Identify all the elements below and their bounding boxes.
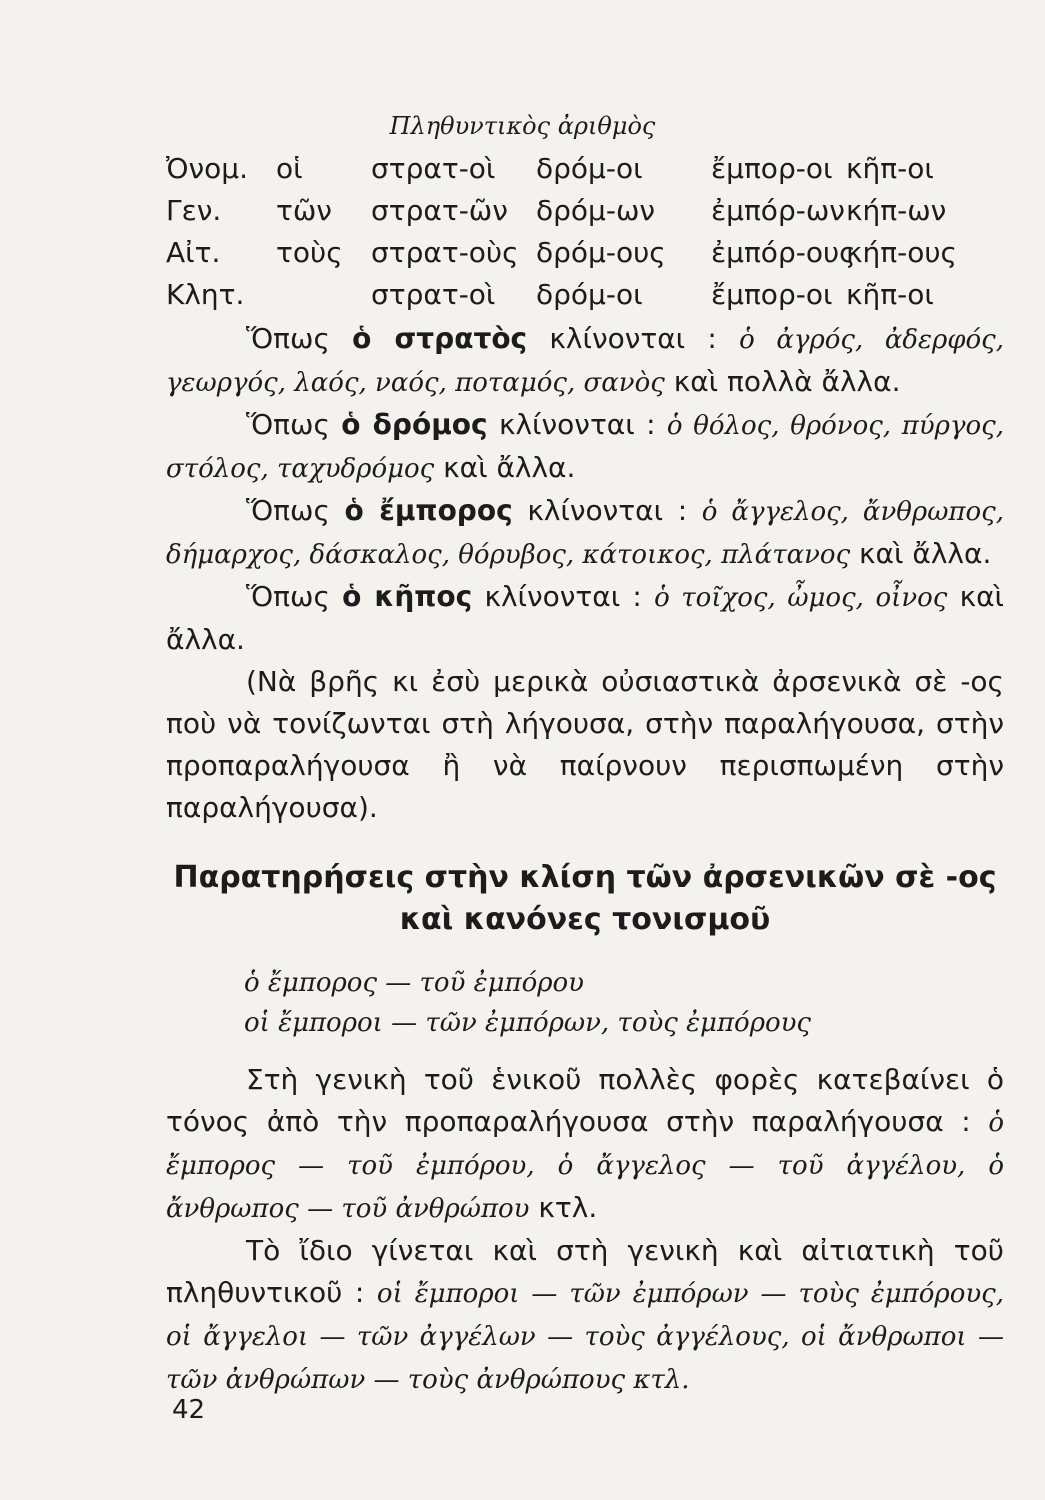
- form-emporos: ἐμπόρ-ων: [711, 194, 845, 227]
- form-kipos: κῆπ-οι: [846, 278, 934, 311]
- case-label: Ὀνομ.: [166, 152, 249, 185]
- paragraph-kipos: Ὅπως ὁ κῆπος κλίνονται : ὁ τοῖχος, ὦμος, οἶνος καὶ ἄλλα.: [166, 580, 1005, 656]
- paragraph-stratos: Ὅπως ὁ στρατὸς κλίνονται : ὁ ἀγρός, ἀδερφός, γεωργός, λαός, ναός, ποταμός, σανὸς καὶ πολλὰ ἄλλα.: [166, 322, 1004, 398]
- paragraph-genitive-plural: Τὸ ἴδιο γίνεται καὶ στὴ γενικὴ καὶ αἰτιατικὴ τοῦ πληθυντικοῦ : οἱ ἔμποροι — τῶν ἐμπόρων — τοὺς ἐμπόρους, οἱ ἄγγελοι — τῶν ἀγγέλων — τοὺς ἀγγέλους, οἱ ἄνθρωποι — τῶν ἀνθρώπων — τοὺς ἀνθρώπους κτλ.: [166, 1234, 1004, 1395]
- page-number: 42: [172, 1395, 206, 1425]
- accent-examples: [166, 963, 1004, 1043]
- section-heading: Παρατηρήσεις στὴν κλίση τῶν ἀρσενικῶν σὲ -ος καὶ κανόνες τονισμοῦ: [173, 860, 997, 937]
- example-words: ὁ τοῖχος, ὦμος, οἶνος: [654, 583, 948, 613]
- case-label: Γεν.: [166, 194, 222, 227]
- keyword: ὁ κῆπος: [342, 580, 473, 613]
- article: οἱ: [276, 152, 303, 185]
- example-line: οἱ ἔμποροι — τῶν ἐμπόρων, τοὺς ἐμπόρους: [244, 1008, 811, 1038]
- page-body: [166, 318, 1004, 1401]
- form-stratos: στρατ-οὶ: [371, 152, 496, 185]
- keyword: ὁ στρατὸς: [352, 322, 528, 355]
- form-emporos: ἐμπόρ-ους: [711, 236, 856, 269]
- example-words: ὁ θόλος, θρόνος, πύργος, στόλος, ταχυδρόμος: [166, 411, 1004, 484]
- form-stratos: στρατ-οὶ: [371, 278, 496, 311]
- form-kipos: κῆπ-οι: [846, 152, 934, 185]
- paragraph-emporos: Ὅπως ὁ ἔμπορος κλίνονται : ὁ ἄγγελος, ἄνθρωπος, δήμαρχος, δάσκαλος, θόρυβος, κάτοικος, πλάτανος καὶ ἄλλα.: [166, 494, 1004, 570]
- form-dromos: δρόμ-οι: [536, 152, 643, 185]
- form-kipos: κήπ-ους: [846, 236, 957, 269]
- example-words: ὁ ἄγγελος, ἄνθρωπος, δήμαρχος, δάσκαλος, θόρυβος, κάτοικος, πλάτανος: [166, 497, 1004, 570]
- keyword: ὁ ἔμπορος: [344, 494, 513, 527]
- example-words: ὁ ἔμπορος — τοῦ ἐμπόρου, ὁ ἄγγελος — τοῦ ἀγγέλου, ὁ ἄνθρωπος — τοῦ ἀνθρώπου: [166, 1108, 1004, 1224]
- form-emporos: ἔμπορ-οι: [711, 152, 833, 185]
- keyword: ὁ δρόμος: [341, 408, 488, 441]
- form-dromos: δρόμ-οι: [536, 278, 643, 311]
- form-dromos: δρόμ-ους: [536, 236, 666, 269]
- example-line: ὁ ἔμπορος — τοῦ ἐμπόρου: [244, 968, 584, 998]
- form-emporos: ἔμπορ-οι: [711, 278, 833, 311]
- example-words: οἱ ἔμποροι — τῶν ἐμπόρων — τοὺς ἐμπόρους, οἱ ἄγγελοι — τῶν ἀγγέλων — τοὺς ἀγγέλους, οἱ ἄνθρωποι — τῶν ἀνθρώπων — τοὺς ἀνθρώπους κτλ.: [166, 1279, 1004, 1395]
- form-dromos: δρόμ-ων: [536, 194, 656, 227]
- paragraph-dromos: Ὅπως ὁ δρόμος κλίνονται : ὁ θόλος, θρόνος, πύργος, στόλος, ταχυδρόμος καὶ ἄλλα.: [166, 408, 1004, 484]
- paragraph-exercise: (Νὰ βρῆς κι ἐσὺ μερικὰ οὐσιαστικὰ ἀρσενικὰ σὲ -ος ποὺ νὰ τονίζωνται στὴ λήγουσα, στὴν παραλήγουσα, στὴν προπαραλήγουσα ἢ νὰ παίρνουν περισπωμένη στὴν παραλήγουσα).: [166, 665, 1004, 824]
- case-label: Αἰτ.: [166, 236, 221, 269]
- article: τῶν: [276, 194, 332, 227]
- running-head: Πληθυντικὸς ἀριθμὸς: [389, 112, 656, 140]
- form-kipos: κήπ-ων: [846, 194, 947, 227]
- form-stratos: στρατ-οὺς: [371, 236, 519, 269]
- article: τοὺς: [276, 236, 343, 269]
- case-label: Κλητ.: [166, 278, 245, 311]
- form-stratos: στρατ-ῶν: [371, 194, 508, 227]
- paragraph-genitive-singular: Στὴ γενικὴ τοῦ ἑνικοῦ πολλὲς φορὲς κατεβαίνει ὁ τόνος ἀπὸ τὴν προπαραλήγουσα στὴν παραλήγουσα : ὁ ἔμπορος — τοῦ ἐμπόρου, ὁ ἄγγελος — τοῦ ἀγγέλου, ὁ ἄνθρωπος — τοῦ ἀνθρώπου κτλ.: [166, 1063, 1004, 1224]
- example-words: ὁ ἀγρός, ἀδερφός, γεωργός, λαός, ναός, ποταμός, σανὸς: [166, 325, 1004, 398]
